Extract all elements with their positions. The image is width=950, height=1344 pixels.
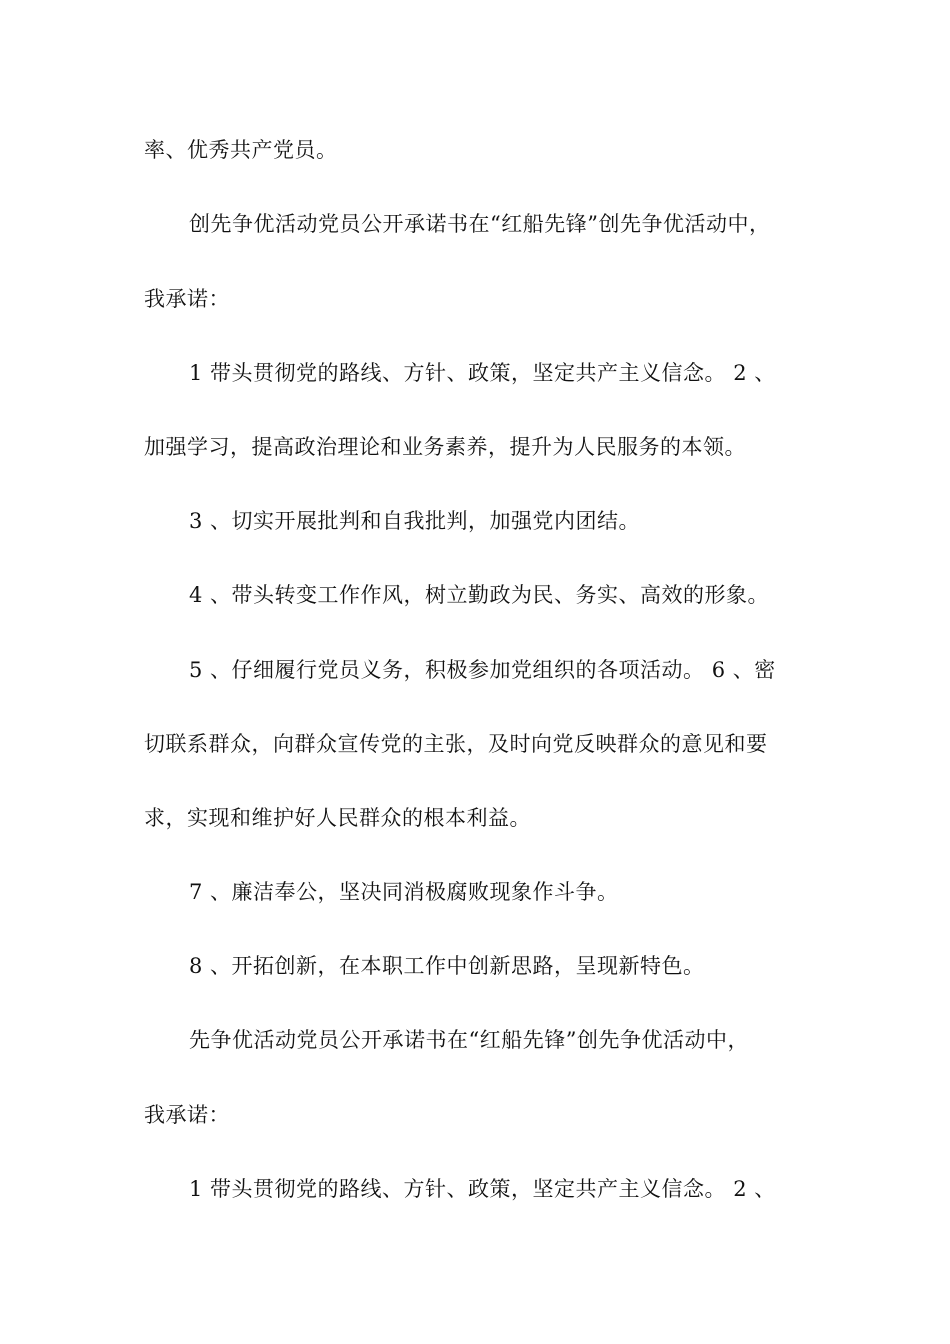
text-line: 3 、切实开展批判和自我批判，加强党内团结。 [189, 509, 641, 533]
text-line: 7 、廉洁奉公，坚决同消极腐败现象作斗争。 [189, 880, 619, 904]
text-line: 求，实现和维护好人民群众的根本利益。 [144, 806, 531, 830]
text-line: 1 带头贯彻党的路线、方针、政策，坚定共产主义信念。 2 、 [189, 361, 776, 385]
text-line: 1 带头贯彻党的路线、方针、政策，坚定共产主义信念。 2 、 [189, 1177, 776, 1201]
text-line: 5 、仔细履行党员义务，积极参加党组织的各项活动。 6 、密 [189, 658, 776, 682]
text-line: 我承诺： [144, 287, 230, 311]
text-line: 率、优秀共产党员。 [144, 138, 338, 162]
text-line: 加强学习，提高政治理论和业务素养，提升为人民服务的本领。 [144, 435, 746, 459]
text-line: 切联系群众，向群众宣传党的主张，及时向党反映群众的意见和要 [144, 732, 768, 756]
text-line: 先争优活动党员公开承诺书在“红船先锋”创先争优活动中， [189, 1028, 749, 1052]
text-line: 8 、开拓创新，在本职工作中创新思路，呈现新特色。 [189, 954, 705, 978]
text-line: 我承诺： [144, 1103, 230, 1127]
text-line: 4 、带头转变工作作风，树立勤政为民、务实、高效的形象。 [189, 583, 770, 607]
text-line: 创先争优活动党员公开承诺书在“红船先锋”创先争优活动中， [189, 212, 771, 236]
